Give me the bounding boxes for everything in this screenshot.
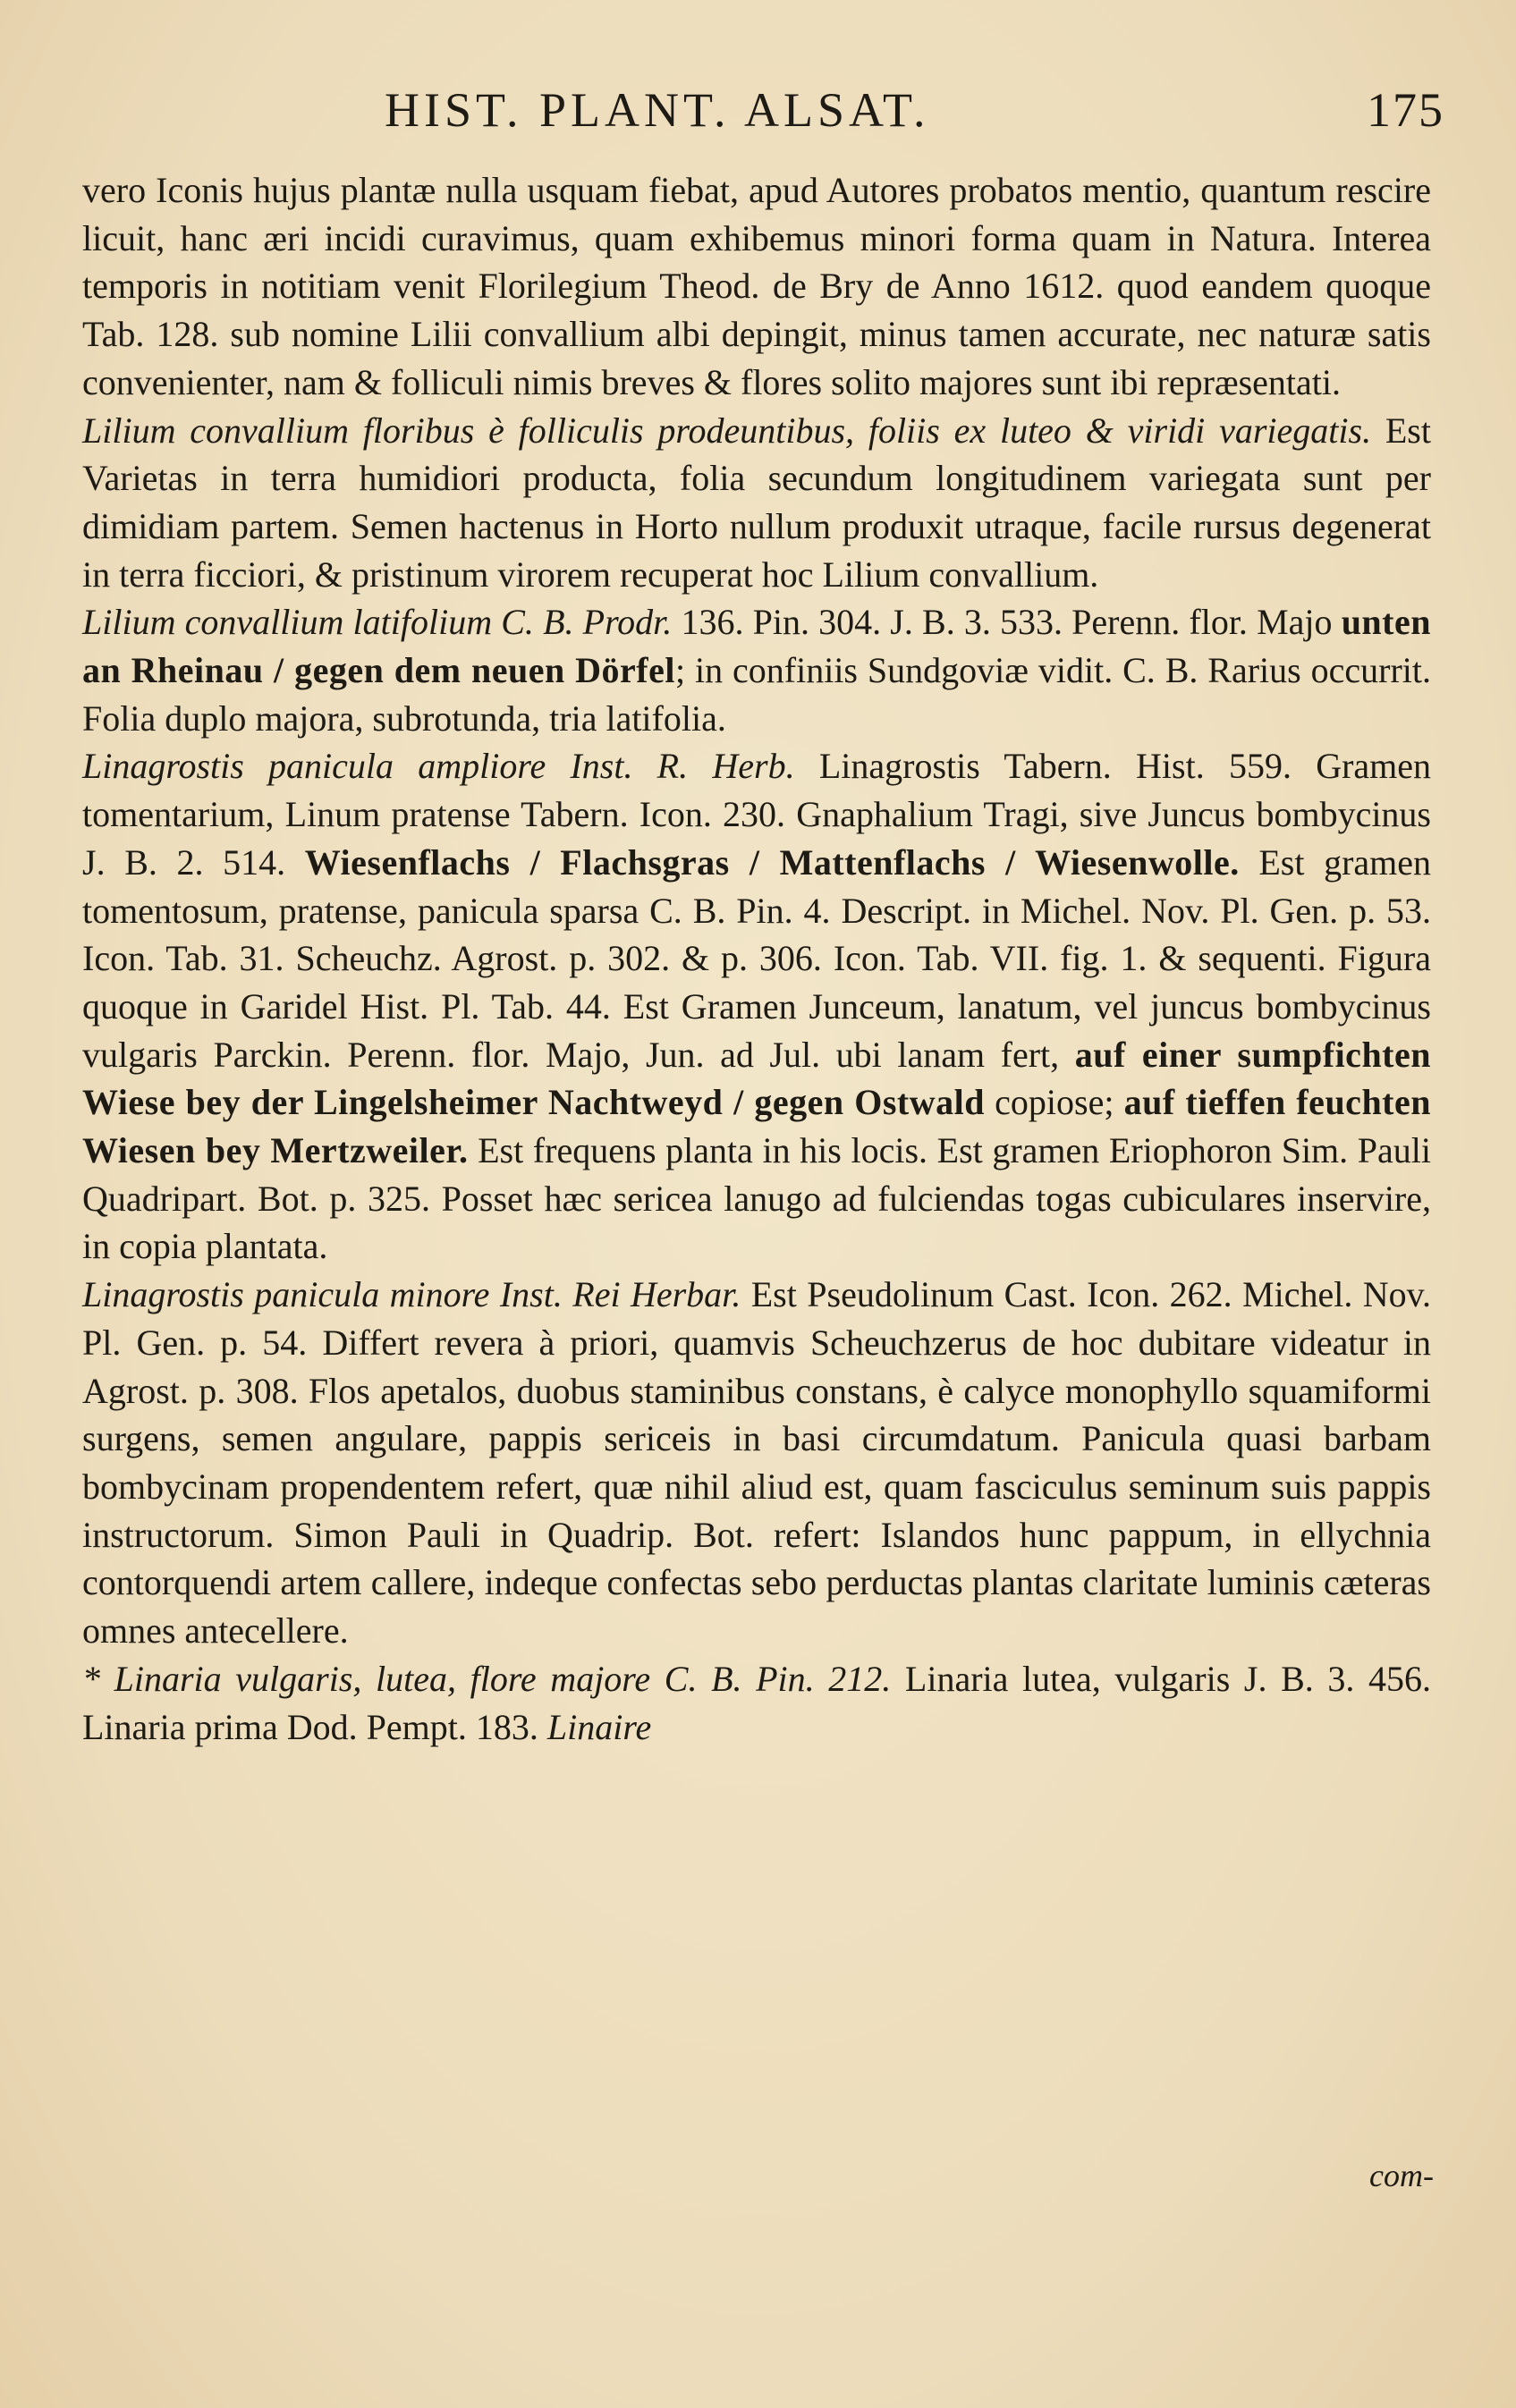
paragraph-body: Est Pseudolinum Cast. Icon. 262. Michel. Nov. Pl. Gen. p. 54. Differt revera à priori, quamvis Scheuchzerus de hoc dubitare videatur in Agrost. p. 308. Flos apetalos, duobus staminibus constans, è calyce monophyllo squamiformi surgens, semen angulare, pappis sericeis in basi circumdatum. Panicula quasi barbam bombycinam propendentem refert, quæ nihil aliud est, quam fasciculus seminum suis pappis instructorum. Simon Pauli in Quadrip. Bot. refert: Islandos hunc pappum, in ellychnia contorquendi artem callere, indeque confectas sebo perductas plantas claritate luminis cæteras omnes antecellere.	[82, 1274, 1432, 1652]
paragraph-body: Est Varietas in terra humidiori producta, folia secundum longitudinem variegata sunt per dimidiam partem. Semen hactenus in Horto nullum produxit utraque, facile rursus degenerat in terra ficciori, & pristinum virorem recuperat hoc Lilium convallium.	[82, 410, 1431, 595]
plant-name-lead: Linagrostis panicula minore Inst. Rei Herbar.	[82, 1274, 741, 1315]
paragraph-body-continued: Est frequens planta in his locis. Est gramen Eriophoron Sim. Pauli Quadripart. Bot. p. 325. Posset hæc sericea lanugo ad fulciendas togas cubiculares inservire, in copia plantata.	[82, 1130, 1432, 1267]
plant-name-lead: Lilium convallium floribus è folliculis prodeuntibus, foliis ex luteo & viridi variegatis.	[82, 410, 1372, 451]
paragraph-body: Linagrostis Tabern. Hist. 559. Gramen tomentarium, Linum pratense Tabern. Icon. 230. Gnaphalium Tragi, sive Juncus bombycinus J. B. 2. 514.	[82, 746, 1432, 883]
body-text	[82, 166, 1431, 1751]
paragraph-body-continued: ; in confiniis Sundgoviæ vidit. C. B. Rarius occurrit. Folia duplo majora, subrotunda, tria latifolia.	[82, 650, 1431, 739]
paragraph-1	[82, 166, 1431, 407]
paragraph-body-continued: copiose;	[995, 1082, 1114, 1123]
running-title: HIST. PLANT. ALSAT.	[385, 83, 930, 137]
paragraph-5	[82, 1271, 1431, 1655]
french-name: Linaire	[546, 1706, 652, 1747]
page-number: 175	[1367, 83, 1444, 137]
paragraph-3	[82, 598, 1431, 742]
german-names: Wiesenflachs / Flachsgras / Mattenflachs / Wiesenwolle.	[304, 841, 1240, 883]
paragraph-body-continued: Est gramen tomentosum, pratense, panicula sparsa C. B. Pin. 4. Descript. in Michel. Nov. Pl. Gen. p. 53. Icon. Tab. 31. Scheuchz. Agrost. p. 302. & p. 306. Icon. Tab. VII. fig. 1. & sequenti. Figura quoque in Garidel Hist. Pl. Tab. 44. Est Gramen Junceum, lanatum, vel juncus bombycinus vulgaris Parckin. Perenn. flor. Majo, Jun. ad Jul. ubi lanam fert,	[82, 841, 1432, 1075]
paragraph-4	[82, 742, 1431, 1271]
plant-name-lead: * Linaria vulgaris, lutea, flore majore C. B. Pin. 212.	[82, 1658, 892, 1699]
paragraph-body: vero Iconis hujus plantæ nulla usquam fiebat, apud Autores probatos mentio, quantum rescire licuit, hanc æri incidi curavimus, quam exhibemus minori forma quam in Natura. Interea temporis in notitiam venit Florilegium Theod. de Bry de Anno 1612. quod eandem quoque Tab. 128. sub nomine Lilii convallium albi depingit, minus tamen accurate, nec naturæ satis convenienter, nam & folliculi nimis breves & flores solito majores sunt ibi repræsentati.	[82, 170, 1431, 402]
plant-name-lead: Linagrostis panicula ampliore Inst. R. Herb.	[82, 746, 795, 787]
german-locality: auf einer sumpfichten Wiese bey der Lingelsheimer Nachtweyd / gegen Ostwald	[82, 1034, 1432, 1123]
plant-name-lead: Lilium convallium latifolium C. B. Prodr.	[82, 602, 673, 643]
paragraph-body: 136. Pin. 304. J. B. 3. 533. Perenn. flor. Majo	[681, 602, 1333, 643]
paragraph-body: Linaria lutea, vulgaris J. B. 3. 456. Linaria prima Dod. Pempt. 183.	[82, 1658, 1431, 1747]
paragraph-6	[82, 1655, 1431, 1751]
page-header	[385, 82, 1444, 136]
paragraph-2	[82, 407, 1431, 599]
german-locality: auf tieffen feuchten Wiesen bey Mertzweiler.	[82, 1082, 1432, 1171]
german-locality: unten an Rheinau / gegen dem neuen Dörfel	[82, 602, 1431, 691]
catchword: com-	[1369, 2158, 1434, 2193]
